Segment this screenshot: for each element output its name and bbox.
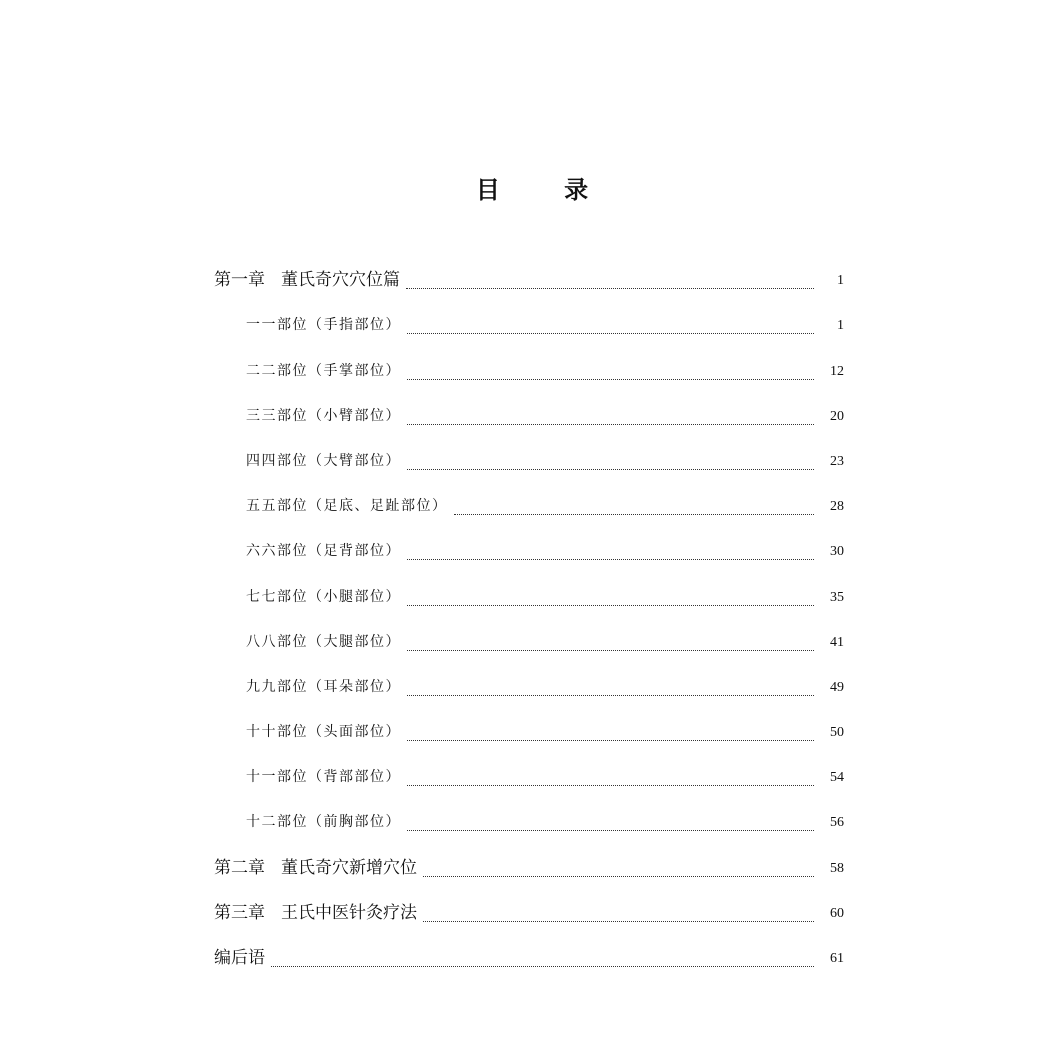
toc-entry-chapter[interactable] bbox=[214, 845, 844, 890]
page-number: 12 bbox=[830, 363, 844, 379]
dot-leader bbox=[423, 921, 814, 922]
toc-entry-section[interactable] bbox=[214, 574, 844, 619]
page-number: 1 bbox=[837, 273, 844, 289]
page-title: 目 录 bbox=[475, 176, 617, 204]
toc-entry-section[interactable] bbox=[214, 529, 844, 574]
dot-leader bbox=[407, 830, 814, 831]
dot-leader bbox=[407, 333, 814, 334]
page-number: 61 bbox=[830, 951, 844, 966]
dot-leader bbox=[407, 379, 814, 380]
section-title: 九九部位（耳朵部位） bbox=[246, 678, 401, 695]
dot-leader bbox=[271, 966, 814, 967]
page-number: 41 bbox=[830, 634, 844, 650]
toc-entry-chapter[interactable] bbox=[214, 891, 844, 936]
section-title: 三三部位（小臂部位） bbox=[246, 407, 401, 424]
section-title: 四四部位（大臂部位） bbox=[246, 452, 401, 469]
toc-entry-section[interactable] bbox=[214, 439, 844, 484]
page-number: 50 bbox=[830, 725, 844, 741]
dot-leader bbox=[406, 288, 814, 289]
page-number: 49 bbox=[830, 679, 844, 695]
toc-entry-label bbox=[214, 846, 417, 891]
section-title: 八八部位（大腿部位） bbox=[246, 633, 401, 650]
section-title: 七七部位（小腿部位） bbox=[246, 588, 401, 605]
toc-entry-section[interactable] bbox=[214, 755, 844, 800]
page-number: 54 bbox=[830, 770, 844, 786]
toc-entry-section[interactable] bbox=[214, 484, 844, 529]
page-number: 30 bbox=[830, 544, 844, 560]
section-title: 一一部位（手指部位） bbox=[246, 317, 401, 334]
toc-entry-section[interactable] bbox=[214, 348, 844, 393]
page-number: 23 bbox=[830, 453, 844, 469]
section-title: 五五部位（足底、足趾部位） bbox=[246, 498, 448, 515]
toc-entry-afterword[interactable] bbox=[214, 936, 844, 981]
page-number: 56 bbox=[830, 815, 844, 831]
dot-leader bbox=[407, 559, 814, 560]
toc-entry-label bbox=[214, 258, 400, 303]
chapter-number: 第一章 bbox=[214, 270, 265, 291]
page-number: 20 bbox=[830, 408, 844, 424]
afterword-title: 编后语 bbox=[214, 948, 265, 968]
dot-leader bbox=[407, 605, 814, 606]
chapter-number: 第二章 bbox=[214, 857, 265, 878]
toc-entry-section[interactable] bbox=[214, 303, 844, 348]
chapter-number: 第三章 bbox=[214, 902, 265, 923]
section-title: 六六部位（足背部位） bbox=[246, 543, 401, 560]
toc-entry-section[interactable] bbox=[214, 710, 844, 755]
dot-leader bbox=[407, 695, 814, 696]
toc-entry-label bbox=[214, 891, 417, 936]
dot-leader bbox=[407, 424, 814, 425]
page-number: 1 bbox=[837, 318, 844, 334]
dot-leader bbox=[454, 514, 815, 515]
section-title: 十二部位（前胸部位） bbox=[246, 814, 401, 831]
page-number: 60 bbox=[830, 905, 844, 921]
chapter-title: 董氏奇穴新增穴位 bbox=[281, 857, 417, 878]
dot-leader bbox=[407, 650, 814, 651]
toc-entry-section[interactable] bbox=[214, 800, 844, 845]
toc-entry-section[interactable] bbox=[214, 394, 844, 439]
section-title: 十一部位（背部部位） bbox=[246, 769, 401, 786]
page-number: 28 bbox=[830, 499, 844, 515]
page-number: 35 bbox=[830, 589, 844, 605]
toc-entry-chapter[interactable] bbox=[214, 258, 844, 303]
dot-leader bbox=[407, 740, 814, 741]
section-title: 二二部位（手掌部位） bbox=[246, 362, 401, 379]
dot-leader bbox=[407, 785, 814, 786]
dot-leader bbox=[407, 469, 814, 470]
chapter-title: 王氏中医针灸疗法 bbox=[281, 902, 417, 923]
dot-leader bbox=[423, 876, 814, 877]
toc-entry-section[interactable] bbox=[214, 620, 844, 665]
table-of-contents bbox=[214, 258, 844, 981]
toc-entry-section[interactable] bbox=[214, 665, 844, 710]
section-title: 十十部位（头面部位） bbox=[246, 724, 401, 741]
page-number: 58 bbox=[830, 860, 844, 876]
chapter-title: 董氏奇穴穴位篇 bbox=[281, 270, 400, 291]
